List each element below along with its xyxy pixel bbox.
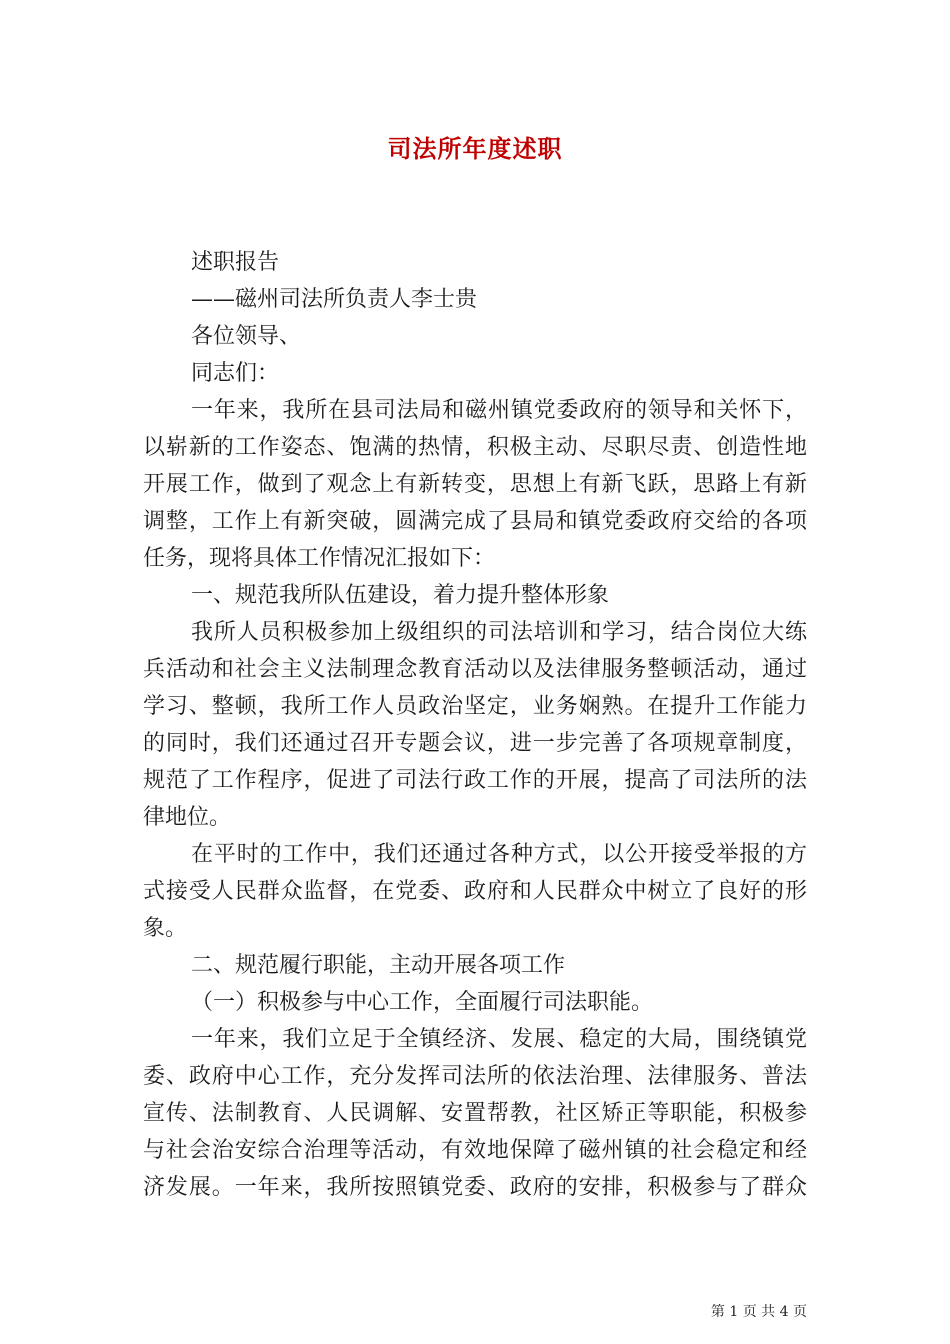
text-line: 一、规范我所队伍建设，着力提升整体形象: [191, 583, 610, 608]
text-line: 同志们：: [191, 361, 280, 386]
text-line: 二、规范履行职能，主动开展各项工作: [191, 953, 566, 978]
document-body: [143, 244, 807, 1206]
text-line: 一年来，我所在县司法局和磁州镇党委政府的领导和关怀下，: [191, 398, 807, 423]
text-line: 任务，现将具体工作情况汇报如下：: [143, 546, 496, 571]
text-line: 以崭新的工作姿态、饱满的热情，积极主动、尽职尽责、创造性地: [143, 435, 807, 460]
text-line: 在平时的工作中，我们还通过各种方式，以公开接受举报的方: [191, 842, 807, 867]
text-line: 各位领导、: [191, 324, 302, 349]
text-line: 的同时，我们还通过召开专题会议，进一步完善了各项规章制度，: [143, 731, 807, 756]
text-line: 兵活动和社会主义法制理念教育活动以及法律服务整顿活动，通过: [143, 657, 807, 682]
text-line: 象。: [143, 916, 188, 941]
text-line: 学习、整顿，我所工作人员政治坚定，业务娴熟。在提升工作能力: [143, 694, 807, 719]
text-line: （一）积极参与中心工作，全面履行司法职能。: [191, 990, 654, 1015]
text-line: 开展工作，做到了观念上有新转变，思想上有新飞跃，思路上有新: [143, 472, 807, 497]
text-line: 述职报告: [191, 250, 280, 275]
text-line: 一年来，我们立足于全镇经济、发展、稳定的大局，围绕镇党: [191, 1027, 807, 1052]
document-title: 司法所年度述职: [387, 134, 563, 163]
text-line: 与社会治安综合治理等活动，有效地保障了磁州镇的社会稳定和经: [143, 1138, 807, 1163]
text-line: 调整，工作上有新突破，圆满完成了县局和镇党委政府交给的各项: [143, 509, 807, 534]
text-line: 式接受人民群众监督，在党委、政府和人民群众中树立了良好的形: [143, 879, 807, 904]
text-line: 规范了工作程序，促进了司法行政工作的开展，提高了司法所的法: [143, 768, 807, 793]
text-line: 济发展。一年来，我所按照镇党委、政府的安排，积极参与了群众: [143, 1175, 807, 1200]
text-line: 律地位。: [143, 805, 232, 830]
text-line: 宣传、法制教育、人民调解、安置帮教，社区矫正等职能，积极参: [143, 1101, 807, 1126]
page-footer: 第 1 页 共 4 页: [710, 1304, 807, 1320]
text-line: 我所人员积极参加上级组织的司法培训和学习，结合岗位大练: [191, 620, 807, 645]
text-line: ——磁州司法所负责人李士贵: [191, 287, 478, 312]
text-line: 委、政府中心工作，充分发挥司法所的依法治理、法律服务、普法: [143, 1064, 807, 1089]
